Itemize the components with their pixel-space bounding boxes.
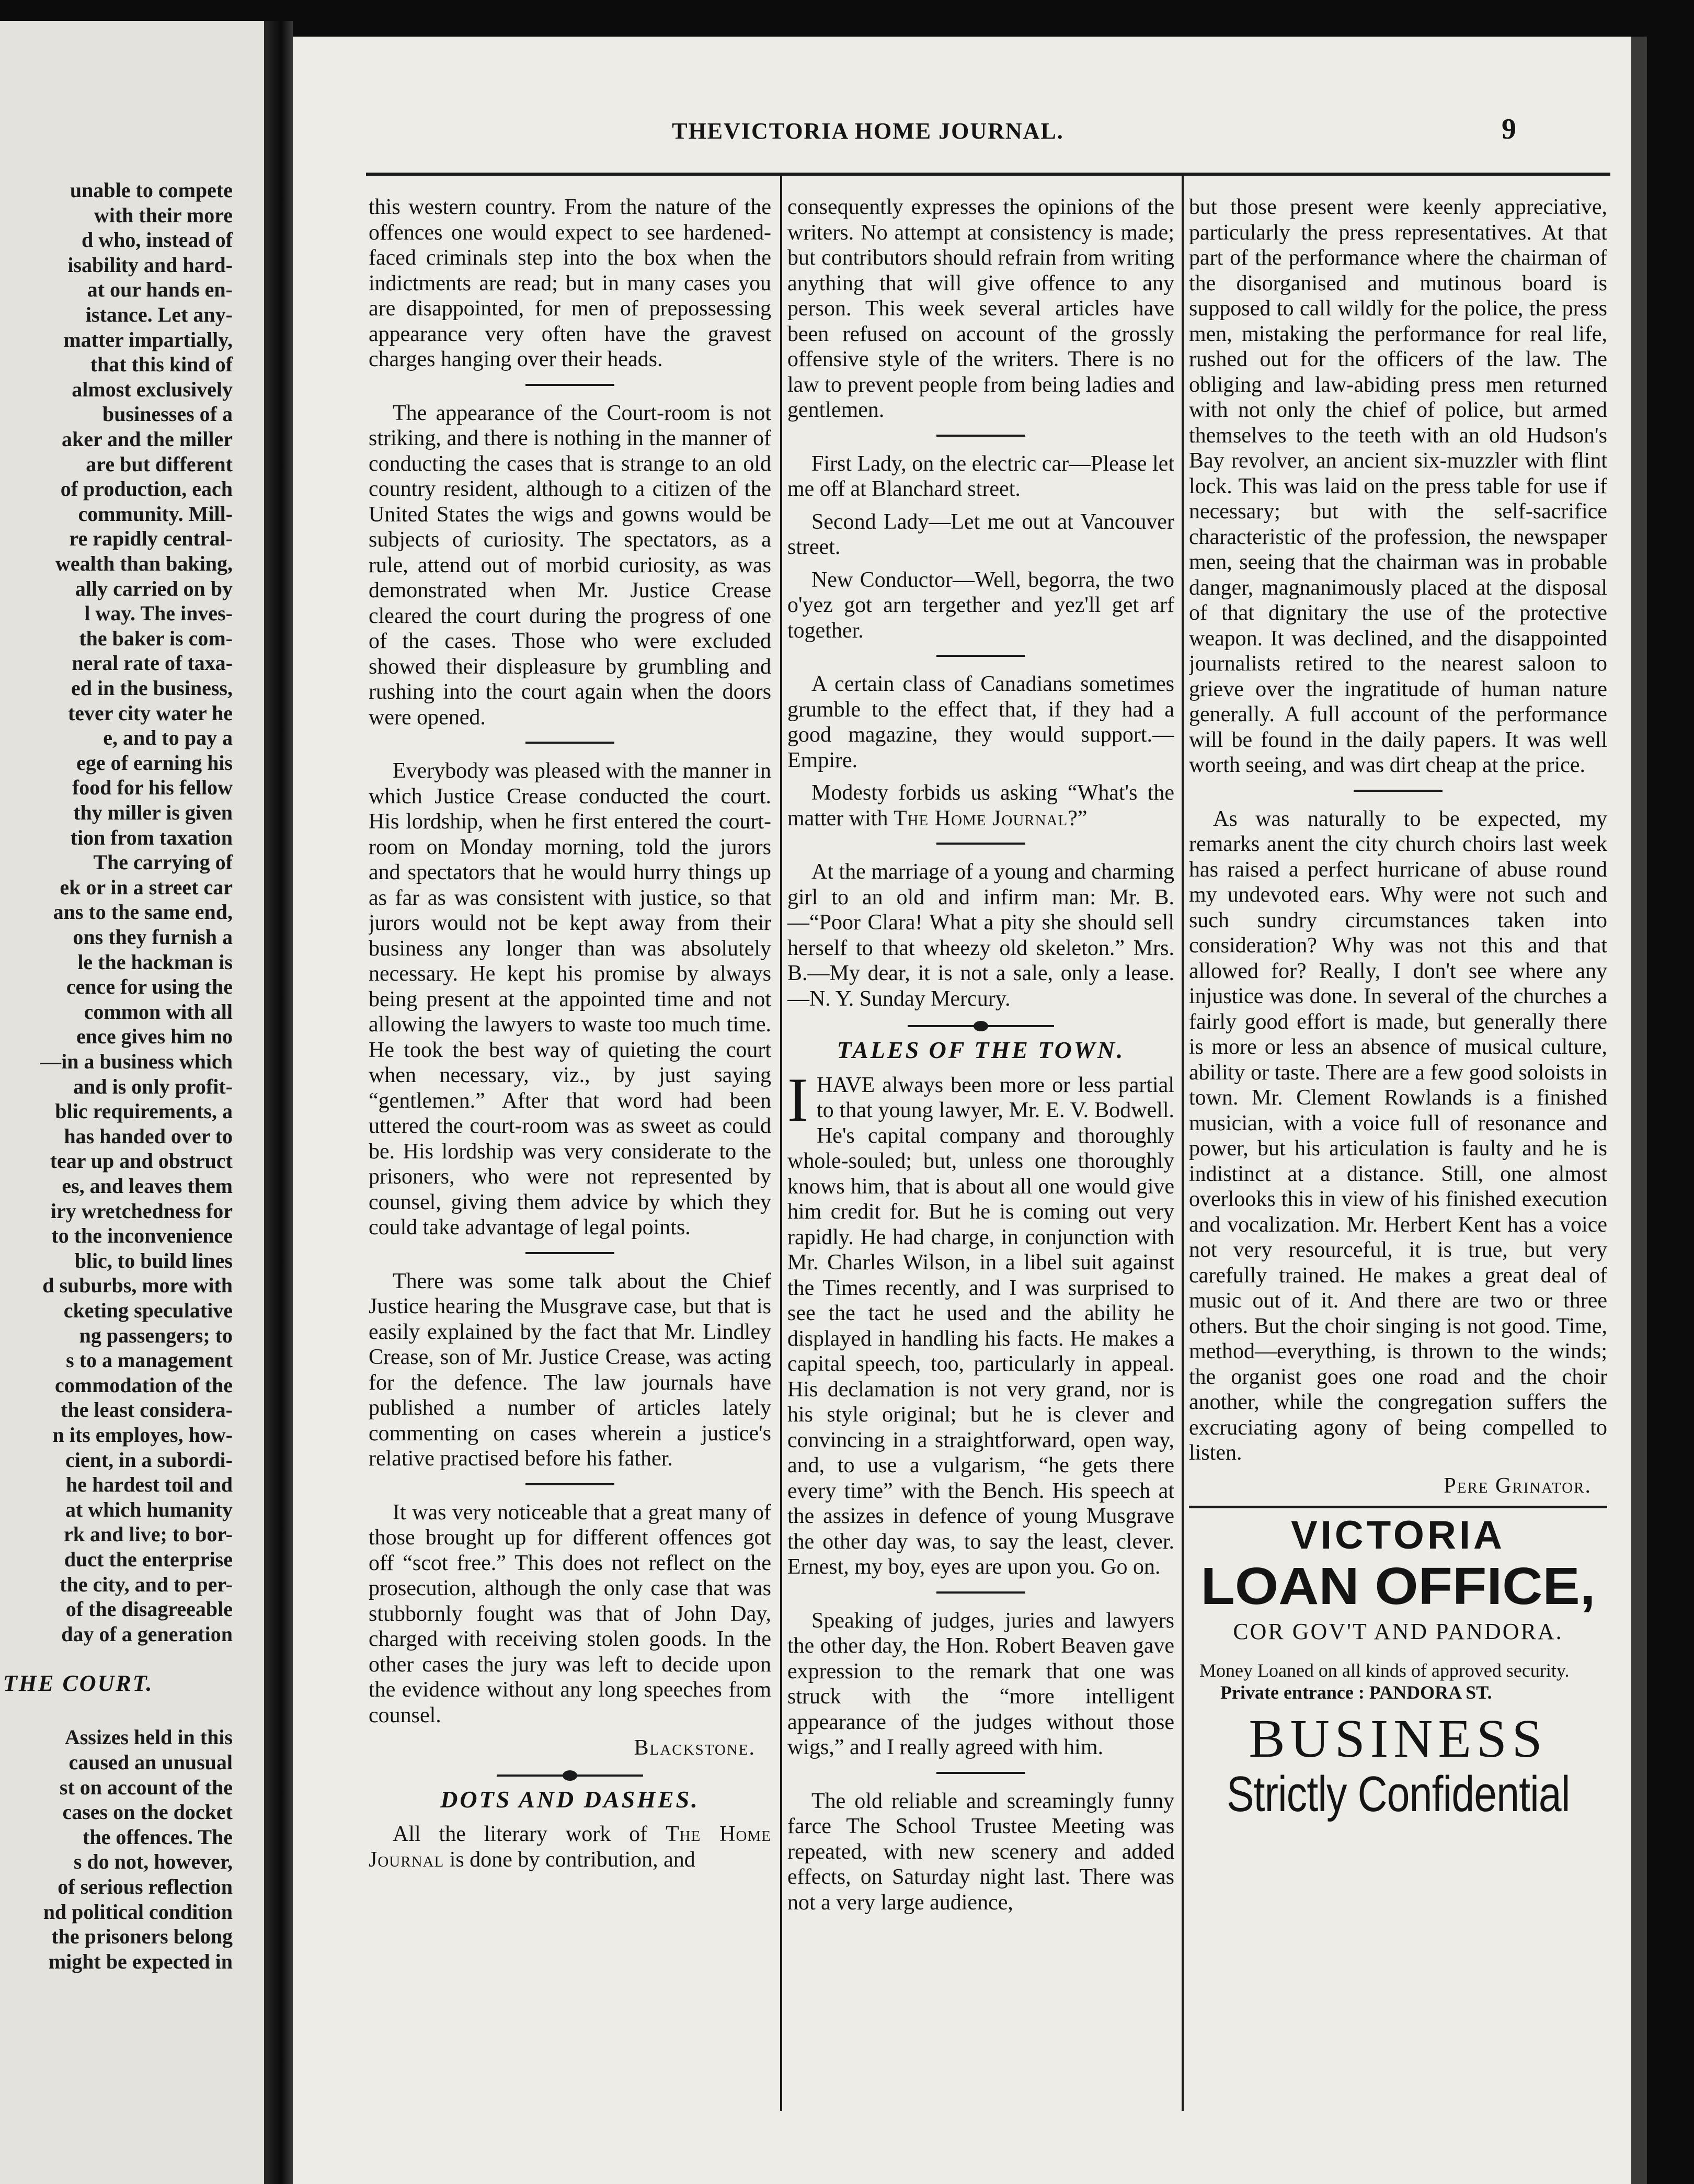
section-ornament bbox=[908, 1025, 1054, 1027]
left-page-line: duct the enterprise bbox=[64, 1548, 233, 1571]
left-page-heading: THE COURT. bbox=[3, 1670, 154, 1697]
paragraph: The appearance of the Court-room is not striking, and there is nothing in the manner of conducting the cases that is strange to an old country resident, although to a citizen of the United States the wigs and gowns would be subjects of curiosity. The spectators, as a rule, attend out of morbid curiosity, as was demonstrated when Mr. Justice Crease cleared the court during the progress of one of the cases. Those who were excluded showed their displeasure by grumbling and rushing into the court again when the doors were opened. bbox=[369, 401, 771, 730]
left-page-line: s to a management bbox=[66, 1348, 233, 1372]
separator-rule bbox=[525, 1483, 614, 1485]
paragraph bbox=[369, 1822, 771, 1872]
left-page-line: day of a generation bbox=[61, 1622, 233, 1646]
column-1 bbox=[369, 195, 771, 2171]
left-page-line: —in a business which bbox=[40, 1050, 233, 1073]
left-page-line: might be expected in bbox=[48, 1949, 233, 1973]
separator-rule bbox=[525, 742, 614, 744]
left-page-line: common with all bbox=[84, 999, 233, 1023]
text-run: HAVE always been more or less partial to that young lawyer, Mr. E. V. Bodwell. He's capital company and thoroughly whole-souled; but, unless one thoroughly knows him, that is about all one would give him credit for. But he is coming out very rapidly. He had charge, in conjunction with Mr. Charles Wilson, in a libel suit against the Times recently, and I was surprised to see the tact he used and the ability he displayed in handling his facts. He makes a capital speech, too, particularly in appeal. His declamation is not very grand, nor is his style original; but he is clever and convincing in a straightforward, open way, and, to use a vulgarism, “he gets there every time” with the Bench. His speech at the assizes in defence of young Musgrave the other day was, to say the least, clever. Ernest, my boy, eyes are upon you. Go on. bbox=[787, 1073, 1174, 1579]
publication-name: The Home Journal bbox=[369, 1822, 771, 1872]
left-page-line: e, and to pay a bbox=[103, 726, 233, 750]
left-page-line: ally carried on by bbox=[75, 576, 233, 600]
ad-line: VICTORIA bbox=[1291, 1513, 1505, 1557]
left-page-line: the baker is com- bbox=[79, 626, 233, 650]
left-page-line: caused an unusual bbox=[68, 1750, 233, 1774]
left-page-line: ege of earning his bbox=[76, 750, 233, 775]
left-page-line: of production, each bbox=[60, 477, 233, 501]
text-run: All the literary work of bbox=[393, 1822, 666, 1846]
separator-rule bbox=[1354, 790, 1443, 792]
left-page-line: isability and hard- bbox=[67, 253, 233, 277]
left-page-line: that this kind of bbox=[90, 352, 233, 377]
left-page-line: almost exclusively bbox=[72, 377, 233, 401]
header-rule bbox=[366, 173, 1610, 176]
ad-line: LOAN OFFICE, bbox=[1200, 1557, 1596, 1616]
left-page-line: ng passengers; to bbox=[79, 1323, 233, 1347]
paragraph: Everybody was pleased with the manner in which Justice Crease conducted the court. His lordship, when he first entered the court-room on Monday morning, told the jurors and spectators that he would hurry things up as far as was consistent with justice, so that jurors would not be kept away from their business any longer than was absolutely necessary. He kept his promise by always being present at the appointed time and not allowing the lawyers to waste too much time. He took the best way of quieting the court when necessary, viz., by just saying “gentlemen.” After that word had been uttered the court-room was as sweet as could be. His lordship was very considerate to the prisoners, who were not represented by counsel, giving them advice by which they could take advantage of legal points. bbox=[369, 759, 771, 1239]
left-page-line: s do not, however, bbox=[73, 1850, 233, 1874]
left-page-line: st on account of the bbox=[59, 1775, 233, 1799]
publication-name: The Home Journal bbox=[893, 806, 1068, 831]
left-page-line: n its employes, how- bbox=[52, 1423, 233, 1447]
left-page-line: of the disagreeable bbox=[65, 1597, 233, 1621]
separator-rule bbox=[936, 1591, 1025, 1594]
column-3 bbox=[1189, 195, 1607, 2171]
paragraph: It was very noticeable that a great many of those brought up for different offences got off “scot free.” This does not reflect on the prosecution, although the only case that was stubbornly fought was that of John Day, charged with receiving stolen goods. In the other cases the jury was left to decide upon the evidence without any long speeches from counsel. bbox=[369, 1500, 771, 1727]
left-page-line: the city, and to per- bbox=[60, 1572, 233, 1596]
left-page-line: rk and live; to bor- bbox=[64, 1522, 233, 1546]
separator-rule bbox=[936, 843, 1025, 845]
left-page-line: le the hackman is bbox=[77, 950, 233, 974]
ad-line: BUSINESS bbox=[1249, 1708, 1548, 1769]
paragraph: but those present were keenly appreciative, particularly the press representatives. At that part of the performance where the chairman of the disorganised and mutinous board is supposed to call wildly for the police, the press men, mistaking the performance for real life, rushed out for the officers of the law. The obliging and law-abiding press men returned with not only the chief of police, but armed themselves to the teeth with an old Hudson's Bay revolver, an ancient six-muzzler with flint lock. This was laid on the press table for use if necessary; but with the self-sacrifice characteristic of the profession, the newspaper men, seeing that the chairman was in probable danger, magnanimously placed at the disposal of that dignitary the use of the protective weapon. It was declined, and the disappointed journalists retired to the nearest saloon to grieve over the ingratitude of human nature generally. A full account of the performance will be found in the daily papers. It was well worth seeing, and was dirt cheap at the price. bbox=[1189, 195, 1607, 777]
left-page-line: l way. The inves- bbox=[84, 601, 233, 625]
text-run: ?” bbox=[1068, 806, 1088, 831]
separator-rule bbox=[936, 655, 1025, 657]
paragraph: Speaking of judges, juries and lawyers the other day, the Hon. Robert Beaven gave expression to the remark that one was struck with the “more intelligent appearance of the judges without those wigs,” and I really agreed with him. bbox=[787, 1608, 1174, 1759]
separator-rule bbox=[525, 1252, 614, 1254]
paragraph: At the marriage of a young and charming girl to an old and infirm man: Mr. B.—“Poor Clara! What a pity she should sell herself to that wheezy old skeleton.” Mrs. B.—My dear, it is not a sale, only a lease.—N. Y. Sunday Mercury. bbox=[787, 860, 1174, 1011]
paragraph: New Conductor—Well, begorra, the two o'yez got arn tergether and yez'll get arf together. bbox=[787, 567, 1174, 643]
left-page-line: to the inconvenience bbox=[51, 1224, 233, 1248]
page-edge bbox=[1631, 37, 1647, 2184]
left-page-line: neral rate of taxa- bbox=[72, 651, 233, 675]
ad-line: Money Loaned on all kinds of approved security. bbox=[1199, 1659, 1570, 1681]
separator-rule bbox=[936, 435, 1025, 437]
signature: Pere Grinator. bbox=[1444, 1473, 1592, 1498]
left-page-line: tion from taxation bbox=[70, 825, 233, 849]
text-run: Modesty forbids us asking “What's the matter with bbox=[787, 781, 1174, 831]
paragraph: First Lady, on the electric car—Please let me off at Blanchard street. bbox=[787, 451, 1174, 501]
left-page-line: aker and the miller bbox=[61, 427, 233, 451]
left-page-line: re rapidly central- bbox=[69, 527, 233, 551]
left-page-fragment bbox=[0, 21, 264, 2184]
paragraph: The old reliable and screamingly funny farce The School Trustee Meeting was repeated, with new scenery and added effects, on Saturday night last. There was not a very large audience, bbox=[787, 1789, 1174, 1915]
left-page-line: istance. Let any- bbox=[85, 303, 233, 326]
left-page-line: ons they furnish a bbox=[73, 925, 233, 949]
left-page-line: es, and leaves them bbox=[62, 1174, 233, 1198]
left-page-line: has handed over to bbox=[64, 1124, 233, 1148]
left-page-line: The carrying of bbox=[93, 850, 233, 874]
left-page-line: blic requirements, a bbox=[55, 1099, 233, 1123]
left-page-line: nd political condition bbox=[43, 1899, 233, 1924]
ad-line: Private entrance : PANDORA ST. bbox=[1220, 1681, 1492, 1703]
left-page-line: ans to the same end, bbox=[53, 900, 233, 924]
left-page-line: d suburbs, more with bbox=[42, 1273, 233, 1298]
column-2 bbox=[787, 195, 1174, 2171]
left-page-line: commodation of the bbox=[55, 1373, 233, 1397]
left-page-line: of serious reflection bbox=[58, 1875, 233, 1898]
paragraph: A certain class of Canadians sometimes grumble to the effect that, if they had a good magazine, they would support.—Empire. bbox=[787, 672, 1174, 772]
left-page-line: businesses of a bbox=[102, 402, 233, 426]
running-head: THEVICTORIA HOME JOURNAL. bbox=[672, 118, 1064, 144]
separator-rule bbox=[936, 1772, 1025, 1774]
column-divider bbox=[1182, 176, 1184, 2111]
column-divider bbox=[780, 176, 782, 2111]
left-page-line: cence for using the bbox=[66, 975, 233, 999]
left-page-line: tever city water he bbox=[67, 701, 233, 725]
paragraph bbox=[787, 1064, 1174, 1580]
drop-cap: I bbox=[787, 1064, 808, 1134]
paragraph: Second Lady—Let me out at Vancouver street. bbox=[787, 509, 1174, 559]
left-page-line: community. Mill- bbox=[78, 502, 233, 526]
left-page-line: cases on the docket bbox=[62, 1800, 233, 1824]
separator-rule bbox=[525, 384, 614, 386]
left-page-line: the least considera- bbox=[61, 1398, 233, 1422]
left-page-line: ed in the business, bbox=[71, 676, 233, 700]
left-page-line: thy miller is given bbox=[73, 801, 233, 824]
section-ornament bbox=[497, 1774, 643, 1777]
left-page-line: unable to compete bbox=[70, 178, 233, 202]
text-run: is done by contribution, and bbox=[444, 1847, 695, 1872]
left-page-line: and is only profit- bbox=[73, 1074, 233, 1098]
left-page-line: iry wretchedness for bbox=[50, 1199, 233, 1223]
left-page-line: cketing speculative bbox=[63, 1299, 233, 1322]
book-gutter bbox=[264, 21, 293, 2184]
left-page-line: the prisoners belong bbox=[51, 1925, 233, 1949]
left-page-line: Assizes held in this bbox=[64, 1725, 233, 1749]
section-heading: DOTS AND DASHES. bbox=[440, 1785, 700, 1813]
left-page-line: wealth than baking, bbox=[55, 552, 233, 575]
left-page-line: food for his fellow bbox=[72, 776, 233, 800]
page-number: 9 bbox=[1502, 113, 1516, 145]
paragraph: consequently expresses the opinions of the writers. No attempt at consistency is made; but contributors should refrain from writing anything that will give offence to any person. This week several articles have been refused on account of the grossly offensive style of the writers. There is no law to prevent people from being ladies and gentlemen. bbox=[787, 195, 1174, 422]
left-page-line: tear up and obstruct bbox=[50, 1149, 233, 1173]
left-page-line: with their more bbox=[94, 203, 233, 227]
paragraph: There was some talk about the Chief Justice hearing the Musgrave case, but that is easily explained by the fact that Mr. Lindley Crease, son of Mr. Justice Crease, was acting for the defence. The law journals have published a number of articles lately commenting on cases wherein a justice's relative practised before his father. bbox=[369, 1269, 771, 1471]
paragraph: this western country. From the nature of the offences one would expect to see hardened-faced criminals step into the box when the indictments are read; but in many cases you are disappointed, for men of prepossessing appearance very often have the gravest charges hanging over their heads. bbox=[369, 195, 771, 371]
left-page-line: are but different bbox=[86, 452, 233, 476]
section-heading: TALES OF THE TOWN. bbox=[837, 1037, 1125, 1063]
left-page-line: cient, in a subordi- bbox=[65, 1448, 233, 1472]
paragraph bbox=[787, 780, 1174, 831]
left-page-line: the offences. The bbox=[83, 1825, 233, 1849]
left-page-line: at our hands en- bbox=[87, 278, 233, 302]
left-page-line: at which humanity bbox=[65, 1497, 233, 1521]
left-page-line: matter impartially, bbox=[63, 327, 233, 351]
left-page-line: ek or in a street car bbox=[60, 875, 233, 899]
left-page-line: d who, instead of bbox=[82, 228, 233, 252]
left-page-line: ence gives him no bbox=[76, 1025, 233, 1049]
signature: Blackstone. bbox=[634, 1736, 756, 1760]
paragraph: As was naturally to be expected, my remarks anent the city church choirs last week has raised a perfect hurricane of abuse round my undevoted ears. Why were not such and such sundry circumstances taken into consideration? Why was not this and that allowed for? Really, I don't see where any injustice was done. In several of the churches a fairly good effort is made, but generally there is more or less an absence of musical culture, ability or taste. There are a few good soloists in town. Mr. Clement Rowlands is a finished musician, with a voice full of resonance and power, but his articulation is faulty and he is indistinct at a distance. Still, one almost overlooks this in view of his finished execution and vocalization. Mr. Herbert Kent has a voice not very resourceful, it is true, but very carefully trained. He makes a great deal of music out of it. And there are two or three others. But the choir singing is not good. Time, method—everything, is thrown to the winds; the organist goes one road and the choir another, while the congregation suffers the excruciating agony of being compelled to listen. bbox=[1189, 806, 1607, 1465]
ad-line: COR GOV'T AND PANDORA. bbox=[1233, 1619, 1563, 1644]
loan-office-advertisement bbox=[1189, 1506, 1607, 1822]
left-page-line: he hardest toil and bbox=[66, 1473, 233, 1497]
ad-line: Strictly Confidential bbox=[1227, 1766, 1570, 1822]
left-page-line: blic, to build lines bbox=[74, 1248, 233, 1272]
